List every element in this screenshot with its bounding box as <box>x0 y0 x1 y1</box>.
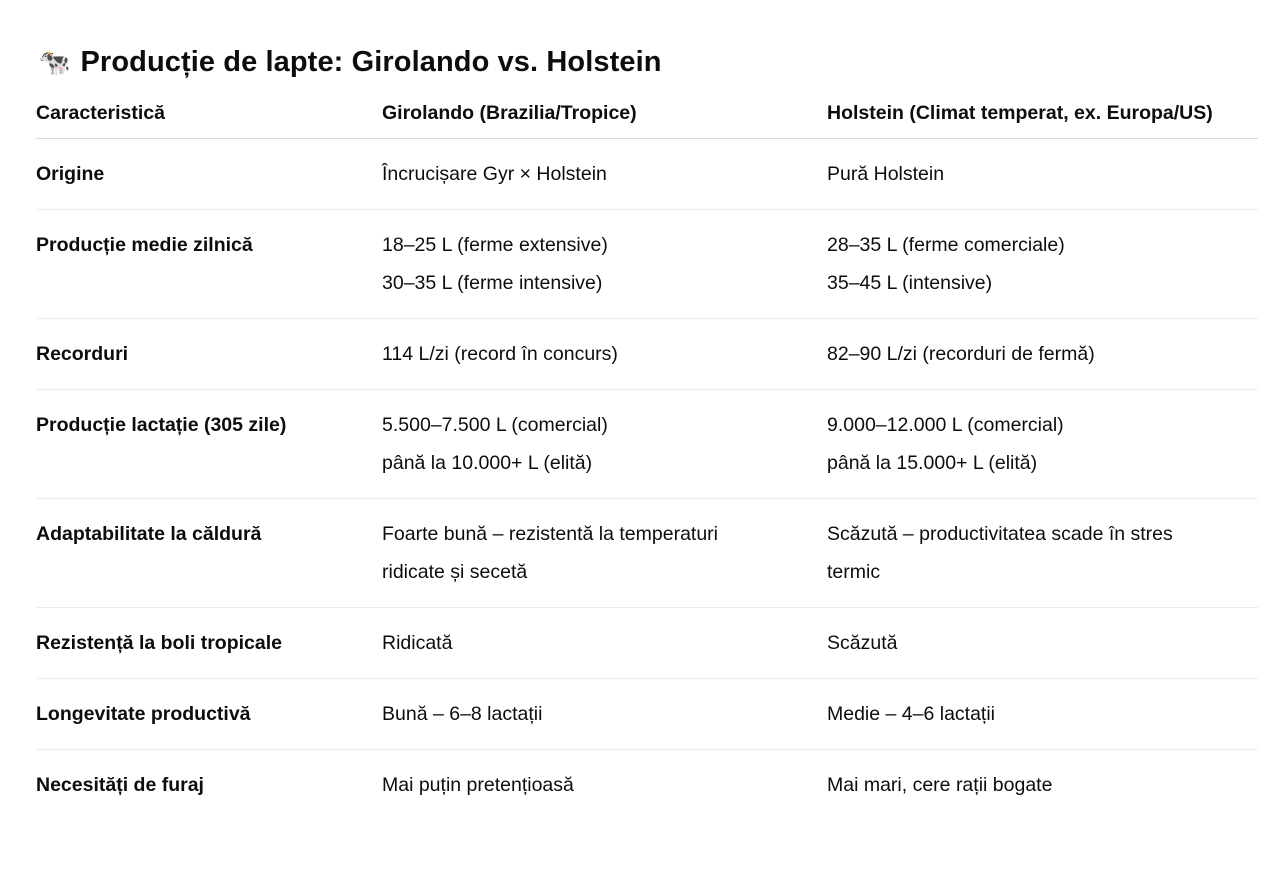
holstein-cell-line: Pură Holstein <box>827 163 945 185</box>
row-label: Producție medie zilnică <box>36 210 382 319</box>
table-row <box>36 319 1258 390</box>
holstein-cell-line: Scăzută – productivitatea scade în stres <box>827 523 1173 545</box>
row-label: Necesități de furaj <box>36 774 204 796</box>
table-header-row <box>36 88 1258 139</box>
holstein-cell-line: Medie – 4–6 lactații <box>827 703 996 725</box>
holstein-cell <box>827 139 1258 210</box>
girolando-cell-line: 18–25 L (ferme extensive) <box>382 234 608 256</box>
holstein-cell-line: termic <box>827 561 881 583</box>
girolando-cell-line: 30–35 L (ferme intensive) <box>382 272 603 294</box>
holstein-cell-line: Scăzută <box>827 632 898 654</box>
column-header-holstein: Holstein (Climat temperat, ex. Europa/US) <box>827 88 1258 139</box>
holstein-cell <box>827 608 1258 679</box>
table-row <box>36 390 1258 499</box>
girolando-cell-line: Mai puțin pretențioasă <box>382 774 574 796</box>
girolando-cell-line: până la 10.000+ L (elită) <box>382 452 593 474</box>
table-row <box>36 608 1258 679</box>
holstein-cell <box>827 679 1258 750</box>
comparison-table <box>36 88 1258 820</box>
holstein-cell <box>827 319 1258 390</box>
girolando-cell <box>382 608 827 679</box>
table-row <box>36 750 1258 821</box>
row-label: Origine <box>36 139 382 210</box>
holstein-cell-line: 9.000–12.000 L (comercial) <box>827 414 1064 436</box>
holstein-cell-line: 28–35 L (ferme comerciale) <box>827 234 1065 256</box>
page-title-text: Producție de lapte: Girolando vs. Holstein <box>80 45 662 78</box>
column-header-characteristic: Caracteristică <box>36 88 382 139</box>
table-row <box>36 499 1258 608</box>
girolando-cell <box>382 499 827 608</box>
girolando-cell <box>382 319 827 390</box>
holstein-cell-line: 82–90 L/zi (recorduri de fermă) <box>827 343 1095 365</box>
girolando-cell-line: Ridicată <box>382 632 453 654</box>
holstein-cell <box>827 499 1258 608</box>
row-label: Longevitate productivă <box>36 679 382 750</box>
table-row <box>36 210 1258 319</box>
holstein-cell-line: Mai mari, cere rații bogate <box>827 774 1053 796</box>
holstein-cell-line: până la 15.000+ L (elită) <box>827 452 1038 474</box>
girolando-cell-line: Bună – 6–8 lactații <box>382 703 543 725</box>
holstein-cell <box>827 750 1258 821</box>
holstein-cell <box>827 210 1258 319</box>
row-label: Adaptabilitate la căldură <box>36 499 382 608</box>
holstein-cell-line: 35–45 L (intensive) <box>827 272 993 294</box>
girolando-cell-line: Foarte bună – rezistentă la temperaturi <box>382 523 719 545</box>
girolando-cell <box>382 139 827 210</box>
row-label: Producție lactație (305 zile) <box>36 390 382 499</box>
table-row <box>36 139 1258 210</box>
table-row <box>36 679 1258 750</box>
row-label: Rezistență la boli tropicale <box>36 608 382 679</box>
girolando-cell <box>382 210 827 319</box>
girolando-cell-line: ridicate și secetă <box>382 561 528 583</box>
cow-icon: 🐄 <box>38 47 71 77</box>
girolando-cell <box>382 679 827 750</box>
girolando-cell-line: Încrucișare Gyr × Holstein <box>382 163 607 185</box>
holstein-cell <box>827 390 1258 499</box>
table-body <box>36 139 1258 821</box>
page-title <box>38 40 662 84</box>
girolando-cell <box>382 390 827 499</box>
column-header-girolando: Girolando (Brazilia/Tropice) <box>382 88 827 139</box>
girolando-cell-line: 114 L/zi (record în concurs) <box>382 343 618 365</box>
girolando-cell <box>382 750 827 821</box>
girolando-cell-line: 5.500–7.500 L (comercial) <box>382 414 608 436</box>
row-label: Recorduri <box>36 319 382 390</box>
